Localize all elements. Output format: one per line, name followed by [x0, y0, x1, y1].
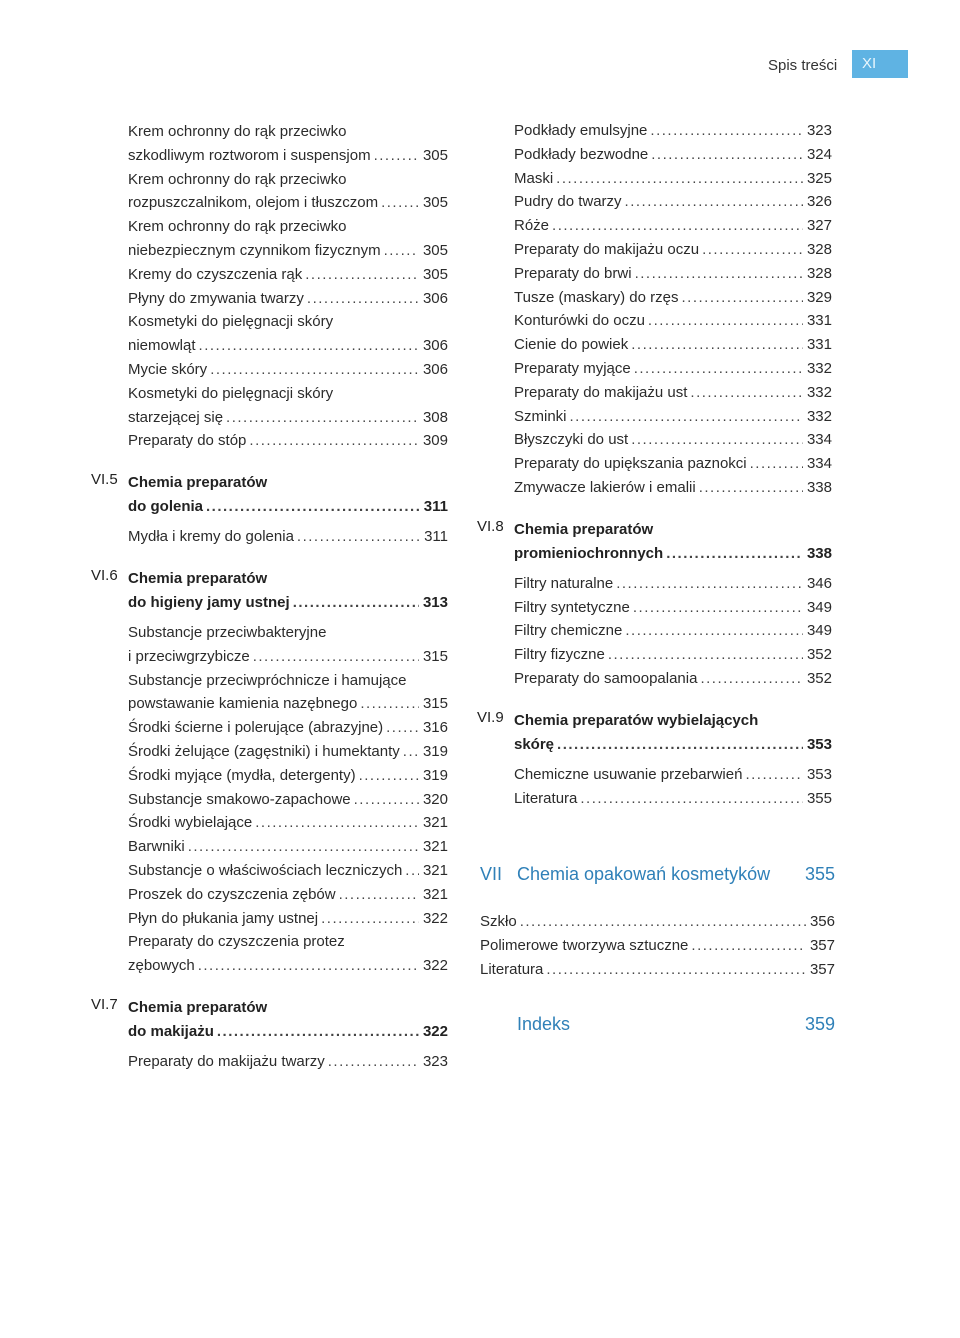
dot-leader [206, 495, 419, 519]
entry-title: Podkłady emulsyjne [514, 122, 648, 139]
toc-entry[interactable] [128, 382, 448, 430]
entry-page: 352 [806, 669, 832, 687]
entry-title: Szminki [514, 407, 567, 425]
dot-leader [580, 787, 803, 811]
section-page: 311 [423, 498, 448, 516]
dot-leader [650, 119, 803, 143]
toc-entry[interactable] [514, 572, 832, 596]
entry-page: 323 [422, 1052, 448, 1070]
toc-entry[interactable] [514, 596, 832, 620]
entry-page: 357 [809, 936, 835, 954]
toc-entry[interactable] [128, 287, 448, 311]
entry-title: Substancje przeciwbakteryjne [128, 623, 327, 641]
toc-entry[interactable] [128, 859, 448, 883]
entry-page: 305 [422, 194, 448, 212]
entry-page: 357 [809, 960, 835, 978]
entry-title: Środki wybielające [128, 814, 253, 832]
dot-leader [305, 263, 419, 287]
page-header-title: Spis treści [768, 57, 838, 74]
toc-section[interactable] [477, 708, 832, 757]
toc-entry[interactable] [514, 667, 832, 691]
entry-page: 319 [422, 766, 448, 784]
dot-leader [633, 596, 803, 620]
entry-page: 324 [806, 145, 832, 163]
toc-entry[interactable] [128, 835, 448, 859]
entry-title: Literatura [480, 960, 544, 978]
dot-leader [616, 572, 803, 596]
entry-title: rozpuszczalnikom, olejom i tłuszczom [128, 194, 379, 212]
dot-leader [386, 716, 419, 740]
toc-entry[interactable] [128, 621, 448, 669]
toc-entry[interactable] [514, 476, 832, 500]
entry-title: Literatura [514, 789, 578, 807]
entry-page: 311 [424, 528, 448, 546]
entry-title: Filtry fizyczne [514, 646, 605, 664]
entry-page: 319 [422, 742, 448, 760]
entry-title: Szkło [480, 913, 517, 930]
dot-leader [691, 934, 806, 958]
dot-leader [699, 476, 803, 500]
dot-leader [199, 334, 419, 358]
chapter-vii-entries [480, 910, 835, 981]
dot-leader [321, 907, 419, 931]
entry-title: Cienie do powiek [514, 336, 629, 354]
entry-page: 306 [422, 360, 448, 378]
entry-title: Mydła i kremy do golenia [128, 528, 294, 546]
entry-title: Zmywacze lakierów i emalii [514, 478, 696, 496]
entry-title: Konturówki do oczu [514, 312, 645, 330]
toc-entry[interactable] [128, 716, 448, 740]
dot-leader [249, 429, 419, 453]
entry-title: Podkłady bezwodne [514, 145, 649, 163]
entry-page: 322 [422, 957, 448, 975]
entry-title: Mycie skóry [128, 360, 208, 378]
entry-page: 320 [422, 790, 448, 808]
section-number: VI.8 [477, 517, 504, 535]
section-title: Chemia preparatów [514, 520, 654, 538]
toc-entry[interactable] [514, 167, 832, 191]
toc-entry[interactable] [514, 619, 832, 643]
chapter-title: Chemia opakowań kosmetyków [517, 864, 771, 884]
entry-title: Polimerowe tworzywa sztuczne [480, 936, 689, 954]
dot-leader [552, 214, 803, 238]
toc-entry[interactable] [514, 190, 832, 214]
entry-title: Preparaty do upiększania paznokci [514, 455, 747, 473]
entry-page: 355 [806, 789, 832, 807]
entry-title: i przeciwgrzybicze [128, 647, 250, 665]
entry-title: starzejącej się [128, 408, 224, 426]
toc-entry[interactable] [514, 357, 832, 381]
entry-title: Substancje smakowo-zapachowe [128, 790, 351, 808]
toc-entry[interactable] [128, 788, 448, 812]
entry-title: Preparaty do czyszczenia protez [128, 933, 345, 951]
entry-title: Preparaty do brwi [514, 264, 632, 282]
entry-title: Kosmetyki do pielęgnacji skóry [128, 384, 334, 402]
dot-leader [226, 406, 419, 430]
section-page: 338 [806, 544, 832, 562]
section-page: 322 [422, 1022, 448, 1040]
entry-page: 328 [806, 240, 832, 258]
dot-leader [253, 645, 419, 669]
entry-page: 315 [422, 647, 448, 665]
toc-entry[interactable] [514, 405, 832, 429]
section-page: 353 [806, 735, 832, 753]
dot-leader [217, 1020, 419, 1044]
entry-page: 309 [422, 432, 448, 450]
entry-page: 321 [422, 861, 448, 879]
dot-leader [198, 954, 419, 978]
entry-page: 332 [806, 359, 832, 377]
entry-title: Preparaty do stóp [128, 432, 247, 450]
index-title: Indeks [517, 1014, 571, 1034]
entry-title: Środki ścierne i polerujące (abrazyjne) [128, 719, 384, 737]
toc-entry[interactable] [128, 168, 448, 216]
dot-leader [374, 144, 419, 168]
entry-title: Filtry chemiczne [514, 622, 623, 640]
entry-page: 334 [806, 455, 832, 473]
dot-leader [354, 788, 419, 812]
entry-title: Płyn do płukania jamy ustnej [128, 909, 319, 927]
entry-page: 321 [422, 885, 448, 903]
entry-page: 308 [422, 408, 448, 426]
dot-leader [700, 667, 803, 691]
toc-entry[interactable] [128, 358, 448, 382]
entry-title: Chemiczne usuwanie przebarwień [514, 765, 743, 783]
toc-entry[interactable] [514, 452, 832, 476]
entry-page: 305 [422, 241, 448, 259]
dot-leader [293, 591, 419, 615]
toc-entry[interactable] [128, 1050, 448, 1074]
section-title: Chemia preparatów [128, 569, 268, 587]
toc-entry[interactable] [128, 883, 448, 907]
entry-title: Preparaty do makijażu ust [514, 383, 688, 401]
dot-leader [381, 191, 419, 215]
dot-leader [745, 763, 803, 787]
chapter-number: VII [480, 864, 503, 884]
entry-title: szkodliwym roztworom i suspensjom [128, 146, 371, 164]
index-page: 359 [804, 1014, 835, 1034]
entry-page: 328 [806, 264, 832, 282]
dot-leader [307, 287, 419, 311]
entry-title: Płyny do zmywania twarzy [128, 289, 304, 307]
dot-leader [648, 309, 803, 333]
toc-entry[interactable] [128, 310, 448, 358]
toc-entry[interactable] [128, 263, 448, 287]
dot-leader [557, 733, 803, 757]
toc-section[interactable] [91, 566, 448, 615]
entry-title: Kremy do czyszczenia rąk [128, 265, 303, 283]
entry-title: Substancje o właściwościach leczniczych [128, 861, 403, 879]
toc-entry[interactable] [514, 262, 832, 286]
entry-title: Filtry naturalne [514, 574, 614, 592]
entry-title: Róże [514, 217, 550, 235]
dot-leader [635, 262, 803, 286]
dot-leader [520, 910, 806, 934]
entry-page: 316 [422, 719, 448, 737]
entry-page: 346 [806, 574, 832, 592]
entry-page: 327 [806, 217, 832, 235]
toc-entry[interactable] [514, 143, 832, 167]
entry-page: 349 [806, 622, 832, 640]
dot-leader [384, 239, 419, 263]
toc-entry[interactable] [480, 934, 835, 958]
toc-entry[interactable] [128, 429, 448, 453]
dot-leader [556, 167, 803, 191]
dot-leader [360, 692, 419, 716]
toc-entry[interactable] [128, 669, 448, 717]
entry-title: Krem ochronny do rąk przeciwko [128, 218, 347, 236]
entry-title: Substancje przeciwpróchnicze i hamujące [128, 671, 407, 689]
section-title: Chemia preparatów [128, 998, 268, 1016]
toc-entry[interactable] [514, 286, 832, 310]
dot-leader [570, 405, 803, 429]
entry-page: 325 [806, 169, 832, 187]
toc-left-column [91, 120, 448, 1074]
entry-title: Barwniki [128, 838, 185, 856]
toc-entry[interactable] [514, 238, 832, 262]
entry-page: 323 [806, 122, 832, 139]
entry-title: Krem ochronny do rąk przeciwko [128, 123, 347, 140]
entry-page: 352 [806, 646, 832, 664]
dot-leader [328, 1050, 419, 1074]
dot-leader [651, 143, 803, 167]
entry-page: 306 [422, 289, 448, 307]
page-number-badge: XI [852, 50, 908, 78]
entry-title: Krem ochronny do rąk przeciwko [128, 170, 347, 188]
entry-title: Filtry syntetyczne [514, 598, 630, 616]
entry-page: 305 [422, 265, 448, 283]
entry-page: 338 [806, 478, 832, 496]
toc-entry[interactable] [514, 428, 832, 452]
section-number: VI.6 [91, 566, 118, 584]
toc-entry[interactable] [128, 907, 448, 931]
entry-page: 353 [806, 765, 832, 783]
toc-entry[interactable] [514, 309, 832, 333]
entry-title: Preparaty do samoopalania [514, 669, 698, 687]
entry-title: niemowląt [128, 337, 196, 355]
entry-title: Preparaty do makijażu oczu [514, 240, 700, 258]
entry-title: Proszek do czyszczenia zębów [128, 885, 336, 903]
section-title-cont: do higieny jamy ustnej [128, 593, 290, 611]
entry-page: 315 [422, 695, 448, 713]
toc-entry[interactable] [480, 910, 835, 934]
dot-leader [210, 358, 419, 382]
dot-leader [188, 835, 419, 859]
dot-leader [702, 238, 803, 262]
toc-entry[interactable] [128, 930, 448, 978]
section-title: Chemia preparatów wybielających [514, 711, 759, 729]
entry-page: 329 [806, 288, 832, 306]
entry-title: Kosmetyki do pielęgnacji skóry [128, 313, 334, 331]
toc-entry[interactable] [128, 525, 448, 549]
dot-leader [666, 542, 803, 566]
dot-leader [750, 452, 803, 476]
dot-leader [690, 381, 803, 405]
dot-leader [681, 286, 803, 310]
entry-title: Pudry do twarzy [514, 193, 622, 211]
toc-entry[interactable] [514, 787, 832, 811]
entry-page: 331 [806, 312, 832, 330]
toc-right-column [477, 119, 832, 810]
entry-page: 306 [422, 337, 448, 355]
section-page: 313 [422, 593, 448, 611]
entry-page: 321 [422, 838, 448, 856]
toc-entry[interactable] [514, 763, 832, 787]
entry-title: Preparaty myjące [514, 359, 631, 377]
toc-entry[interactable] [128, 811, 448, 835]
dot-leader [405, 859, 419, 883]
entry-page: 334 [806, 431, 832, 449]
section-title-cont: do golenia [128, 498, 203, 516]
toc-section[interactable] [91, 995, 448, 1044]
section-number: VI.5 [91, 471, 118, 489]
toc-entry[interactable] [514, 119, 832, 143]
toc-section[interactable] [91, 471, 448, 519]
dot-leader [625, 190, 803, 214]
entry-page: 322 [422, 909, 448, 927]
entry-title: Błyszczyki do ust [514, 431, 629, 449]
dot-leader [403, 740, 419, 764]
dot-leader [608, 643, 803, 667]
toc-entry[interactable] [128, 740, 448, 764]
entry-title: Maski [514, 169, 554, 187]
dot-leader [631, 428, 803, 452]
dot-leader [359, 764, 419, 788]
entry-title: Środki myjące (mydła, detergenty) [128, 766, 356, 784]
dot-leader [634, 357, 803, 381]
dot-leader [546, 958, 806, 982]
entry-title: Środki żelujące (zagęstniki) i humektanty [128, 742, 400, 760]
toc-entry[interactable] [480, 958, 835, 982]
toc-entry[interactable] [514, 333, 832, 357]
entry-title: powstawanie kamienia nazębnego [128, 695, 358, 713]
toc-entry[interactable] [514, 643, 832, 667]
toc-entry[interactable] [128, 215, 448, 263]
toc-entry[interactable] [514, 214, 832, 238]
entry-title: niebezpiecznym czynnikom fizycznym [128, 241, 381, 259]
entry-title: Preparaty do makijażu twarzy [128, 1052, 325, 1070]
section-title-cont: skórę [514, 735, 555, 753]
entry-page: 321 [422, 814, 448, 832]
dot-leader [625, 619, 803, 643]
section-number: VI.7 [91, 995, 118, 1013]
toc-entry[interactable] [128, 764, 448, 788]
dot-leader [297, 525, 419, 549]
entry-title: Tusze (maskary) do rzęs [514, 288, 679, 306]
entry-title: zębowych [128, 957, 195, 975]
entry-page: 305 [422, 146, 448, 164]
dot-leader [255, 811, 419, 835]
entry-page: 332 [806, 407, 832, 425]
entry-page: 356 [809, 913, 835, 930]
entry-page: 349 [806, 598, 832, 616]
section-title-cont: do makijażu [128, 1022, 214, 1040]
toc-entry[interactable] [128, 120, 448, 168]
dot-leader [339, 883, 419, 907]
section-title-cont: promieniochronnych [514, 544, 664, 562]
entry-page: 326 [806, 193, 832, 211]
toc-entry[interactable] [514, 381, 832, 405]
entry-page: 332 [806, 383, 832, 401]
section-number: VI.9 [477, 708, 504, 726]
chapter-page: 355 [804, 864, 835, 884]
section-title: Chemia preparatów [128, 474, 268, 492]
toc-section[interactable] [477, 517, 832, 566]
entry-page: 331 [806, 336, 832, 354]
dot-leader [631, 333, 803, 357]
